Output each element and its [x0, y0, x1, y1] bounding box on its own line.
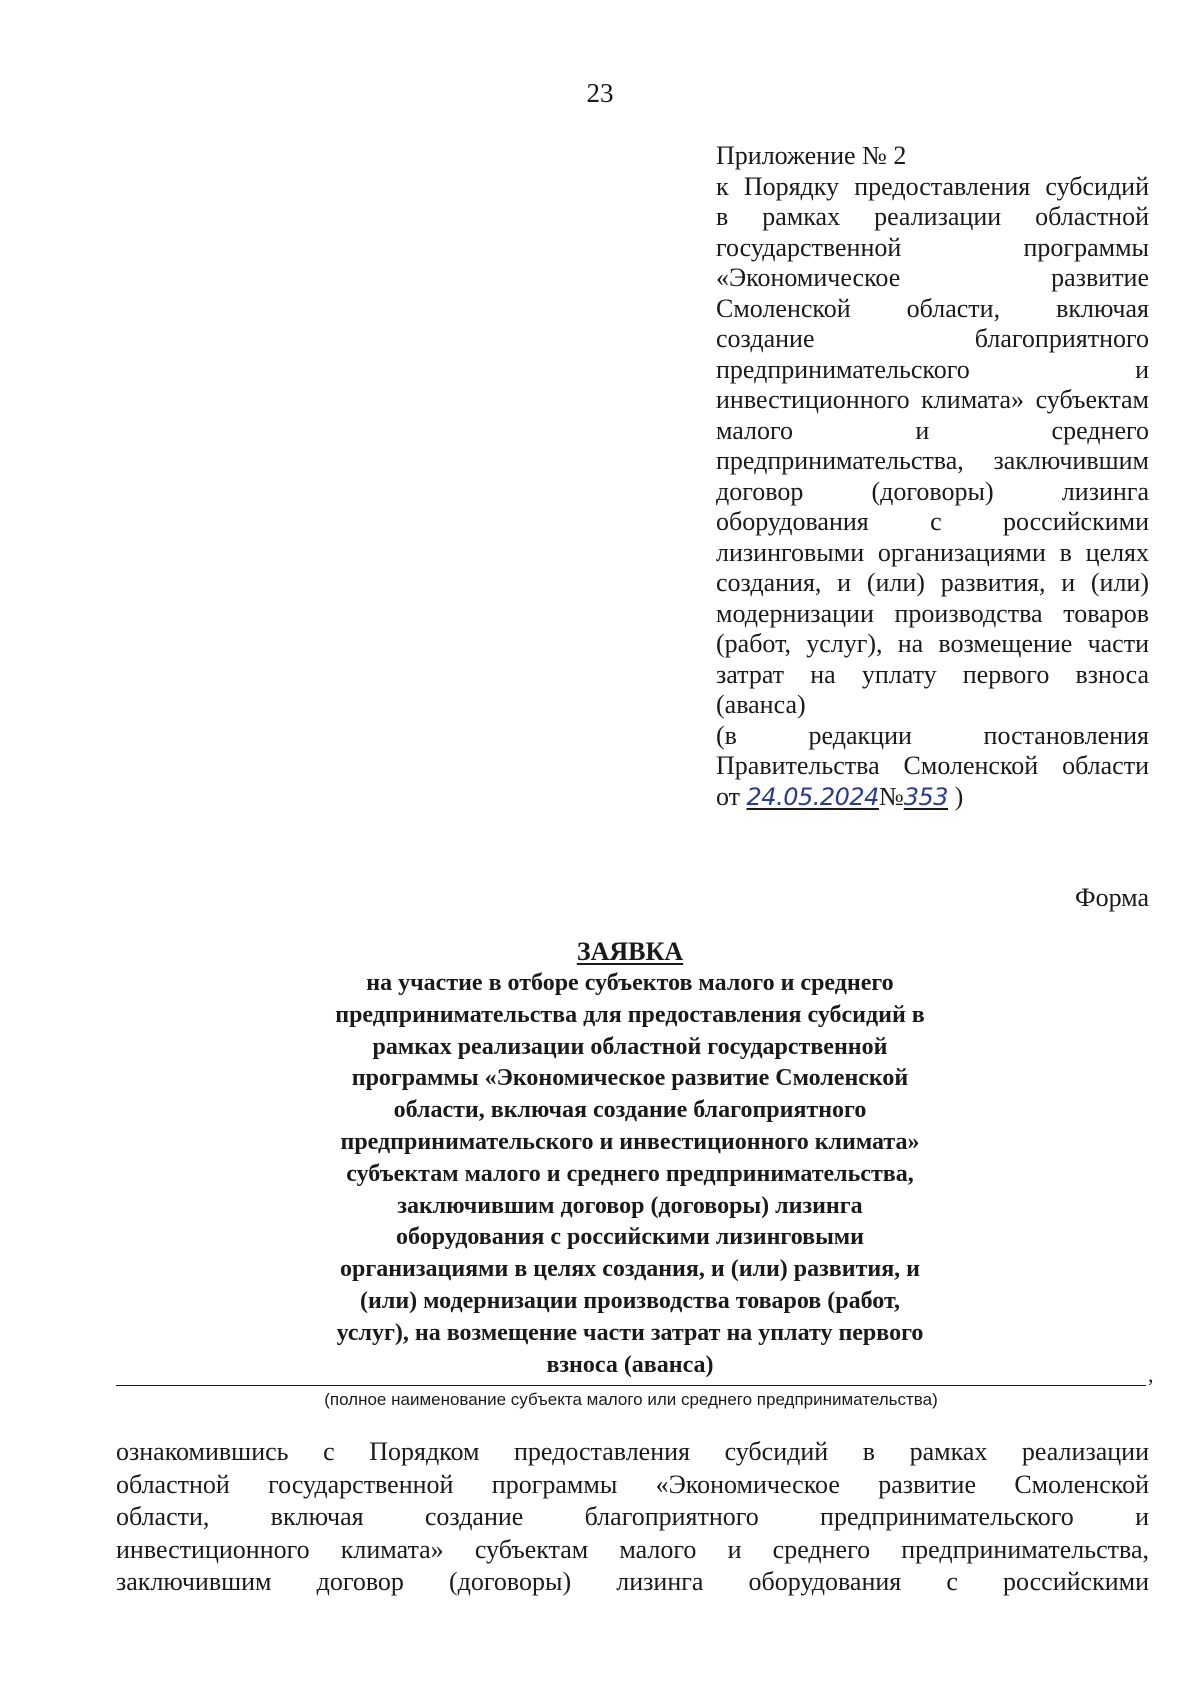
appendix-line: Приложение № 2: [716, 141, 907, 170]
appendix-line: Правительства Смоленской области: [716, 751, 1149, 780]
subtitle-line: оборудования с российскими лизинговыми: [396, 1224, 864, 1251]
subtitle-line: области, включая создание благоприятного: [393, 1097, 867, 1124]
entity-name-caption: (полное наименование субъекта малого или среднего предпринимательства): [324, 1390, 938, 1409]
page-number: 23: [586, 78, 614, 108]
subtitle-line: взноса (аванса): [546, 1351, 714, 1378]
subtitle-line: предпринимательского и инвестиционного климата»: [340, 1128, 920, 1155]
handwritten-number: 353: [903, 782, 949, 811]
document-title: ЗАЯВКА: [576, 937, 684, 966]
entity-name-field[interactable]: [116, 1385, 1146, 1386]
appendix-line: малого и среднего: [716, 415, 1149, 445]
subtitle-line: (или) модернизации производства товаров (работ,: [360, 1287, 900, 1314]
form-label: Форма: [1075, 883, 1149, 912]
appendix-line: договор (договоры) лизинга: [716, 476, 1149, 506]
subtitle-line: организациями в целях создания, и (или) развития, и: [339, 1256, 921, 1283]
subtitle-line: субъектам малого и среднего предпринимательства,: [346, 1160, 914, 1187]
appendix-line: (в редакции постановления: [716, 720, 1149, 750]
appendix-line: предпринимательства, заключившим: [716, 446, 1149, 475]
appendix-line: государственной программы: [716, 232, 1149, 262]
signature-number-label: №: [878, 781, 904, 811]
body-line: областной государственной программы «Экономическое развитие Смоленской: [116, 1469, 1149, 1499]
appendix-line: «Экономическое развитие: [716, 263, 1149, 292]
handwritten-date: 24.05.2024: [746, 782, 879, 811]
document-subtitle: [270, 968, 990, 1381]
appendix-line: предпринимательского и: [716, 354, 1149, 384]
subtitle-line: рамках реализации областной государственной: [372, 1033, 888, 1060]
appendix-line: создания, и (или) развития, и (или): [716, 568, 1149, 597]
body-line: заключившим договор (договоры) лизинга оборудования с российскими: [116, 1567, 1149, 1596]
appendix-line: к Порядку предоставления субсидий: [716, 171, 1149, 201]
appendix-line: Смоленской области, включая: [716, 293, 1149, 323]
entity-name-comma: ,: [1148, 1362, 1154, 1387]
signature-prefix: от: [716, 781, 741, 811]
body-line: области, включая создание благоприятного предпринимательского и: [116, 1502, 1149, 1531]
appendix-line: (аванса): [716, 690, 806, 719]
appendix-line: инвестиционного климата» субъектам: [716, 385, 1149, 414]
signature-suffix: ): [954, 781, 964, 811]
appendix-line: в рамках реализации областной: [716, 202, 1149, 231]
appendix-line: модернизации производства товаров: [716, 598, 1149, 628]
subtitle-line: программы «Экономическое развитие Смоленской: [351, 1065, 909, 1092]
subtitle-line: заключившим договор (договоры) лизинга: [397, 1192, 863, 1219]
appendix-line: затрат на уплату первого взноса: [716, 659, 1149, 689]
subtitle-line: на участие в отборе субъектов малого и среднего: [366, 970, 894, 996]
subtitle-line: услуг), на возмещение части затрат на уплату первого: [336, 1319, 924, 1346]
amendment-signature: [716, 782, 1149, 813]
body-line: инвестиционного климата» субъектам малого и среднего предпринимательства,: [116, 1534, 1149, 1564]
appendix-line: оборудования с российскими: [716, 507, 1149, 536]
appendix-line: создание благоприятного: [716, 324, 1149, 353]
appendix-line: (работ, услуг), на возмещение части: [716, 629, 1149, 658]
subtitle-line: предпринимательства для предоставления субсидий в: [335, 1001, 925, 1028]
appendix-line: лизинговыми организациями в целях: [716, 537, 1149, 567]
appendix-header: [716, 141, 1149, 812]
body-paragraph: [116, 1436, 1149, 1599]
body-line: ознакомившись с Порядком предоставления субсидий в рамках реализации: [116, 1437, 1149, 1466]
